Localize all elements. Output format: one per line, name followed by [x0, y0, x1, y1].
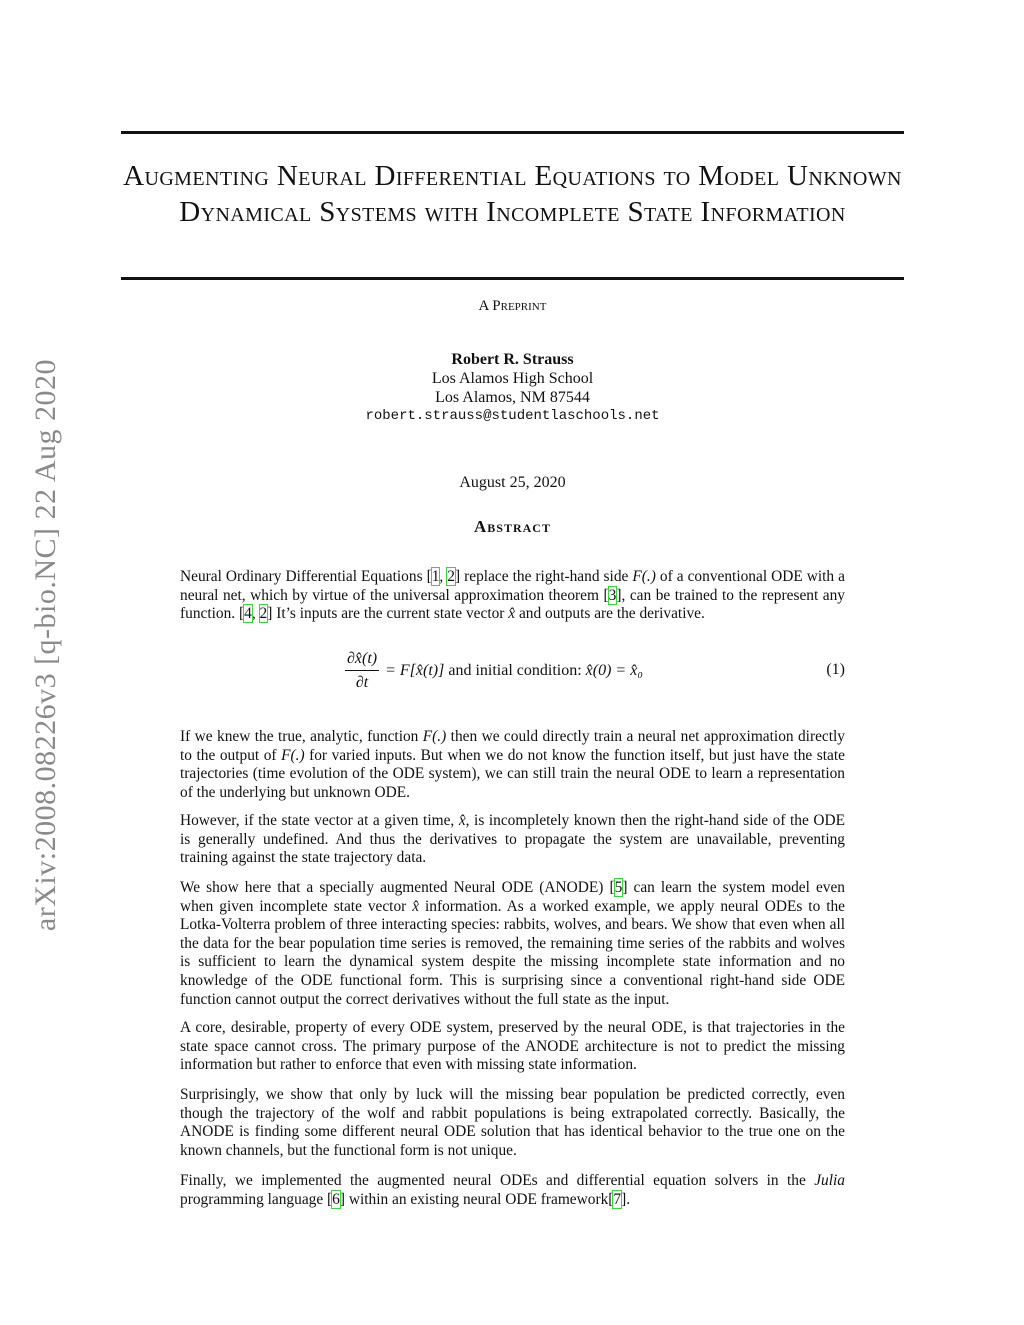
math-inline: F(.)	[422, 728, 447, 745]
citation-link[interactable]: 2	[447, 568, 455, 585]
math-inline: x̂	[458, 812, 466, 829]
math-inline: F(.)	[281, 746, 305, 764]
author-name: Robert R. Strauss	[451, 351, 574, 368]
abstract-paragraph-3: However, if the state vector at a given time, x̂, is incompletely known then the right-hand side of the ODE is generally undefined. And thus the derivatives to propagate the system are unavailable, preventing training against the state trajectory data.	[180, 812, 845, 867]
abstract-paragraph-2: If we knew the true, analytic, function F(.) then we could directly train a neural net approximation directly to the output of F(.) for varied inputs. But when we do not know the function itself, but just have the state trajectories (time evolution of the ODE system), we can still train the neural ODE to learn a representation of the underlying but unknown ODE.	[180, 728, 845, 801]
language-name: Julia	[814, 1172, 845, 1189]
abstract-paragraph-1: Neural Ordinary Differential Equations [1, 2] replace the right-hand side F(.) of a conventional ODE with a neural net, which by virtue of the universal approximation theorem [3], can be trained to the represent any function. [4, 2] It’s inputs are the current state vector x̂ and outputs are the derivative.	[180, 568, 845, 623]
title-top-rule	[121, 131, 904, 134]
author-block	[121, 350, 904, 426]
citation-link[interactable]: 1	[431, 568, 440, 585]
citation-link[interactable]: 4	[244, 605, 252, 623]
equation-body: $\frac{\partial x̂(t)}{\partial t}$ = F[x̂(t)] and initial condition: x̂(0) = x̂₀	[347, 650, 643, 691]
abstract-paragraph-4: We show here that a specially augmented Neural ODE (ANODE) [5] can learn the system model even when given incomplete state vector x̂ information. As a worked example, we apply neural ODEs to the Lotka-Volterra problem of three interacting species: rabbits, wolves, and bears. We show that even when all the data for the bear population time series is removed, the remaining time series of the rabbits and wolves is sufficient to learn the dynamical system despite the missing incomplete state information and no knowledge of the ODE functional form. This is surprising since a conventional right-hand side ODE function cannot output the correct derivatives without the full state as the input.	[180, 879, 846, 1008]
citation-link[interactable]: 5	[614, 879, 623, 896]
equation-number: (1)	[826, 661, 845, 678]
arxiv-identifier: arXiv:2008.08226v3 [q-bio.NC] 22 Aug 2020	[29, 358, 63, 932]
abstract-paragraph-6: Surprisingly, we show that only by luck will the missing bear population be predicted correctly, even though the trajectory of the wolf and rabbit populations is being extrapolated correctly. Basically, the ANODE is finding some different neural ODE solution that has identical behavior to the true one on the known channels, but the functional form is not unique.	[180, 1086, 845, 1159]
author-email[interactable]: robert.strauss@studentlaschools.net	[365, 408, 660, 424]
math-inline: x̂	[412, 897, 420, 915]
author-address: Los Alamos, NM 87544	[435, 389, 590, 406]
paper-date: August 25, 2020	[459, 474, 566, 491]
arxiv-side-stamp	[16, 320, 76, 970]
citation-link[interactable]: 3	[608, 586, 617, 604]
citation-link[interactable]: 2	[259, 605, 268, 623]
derivative-fraction: $\frac{\partial x̂(t)}{\partial t}$	[347, 650, 378, 691]
math-inline: F(.)	[632, 568, 656, 585]
math-inline: x̂	[508, 605, 516, 623]
abstract-paragraph-7: Finally, we implemented the augmented neural ODEs and differential equation solvers in the Julia programming language [6] within an existing neural ODE framework[7].	[180, 1172, 845, 1208]
citation-link[interactable]: 6	[332, 1190, 340, 1208]
citation-link[interactable]: 7	[613, 1190, 622, 1208]
paper-title: Augmenting Neural Differential Equations to Model Unknown Dynamical Systems with Incomplete State Information	[123, 160, 902, 228]
equation-1	[180, 648, 845, 694]
preprint-label: A Preprint	[478, 298, 547, 314]
title-bottom-rule	[121, 277, 904, 280]
abstract-paragraph-5: A core, desirable, property of every ODE system, preserved by the neural ODE, is that trajectories in the state space cannot cross. The primary purpose of the ANODE architecture is not to predict the missing information but rather to enforce that even with missing state information.	[180, 1019, 845, 1074]
abstract-heading: Abstract	[474, 517, 551, 536]
author-affiliation: Los Alamos High School	[431, 370, 594, 387]
